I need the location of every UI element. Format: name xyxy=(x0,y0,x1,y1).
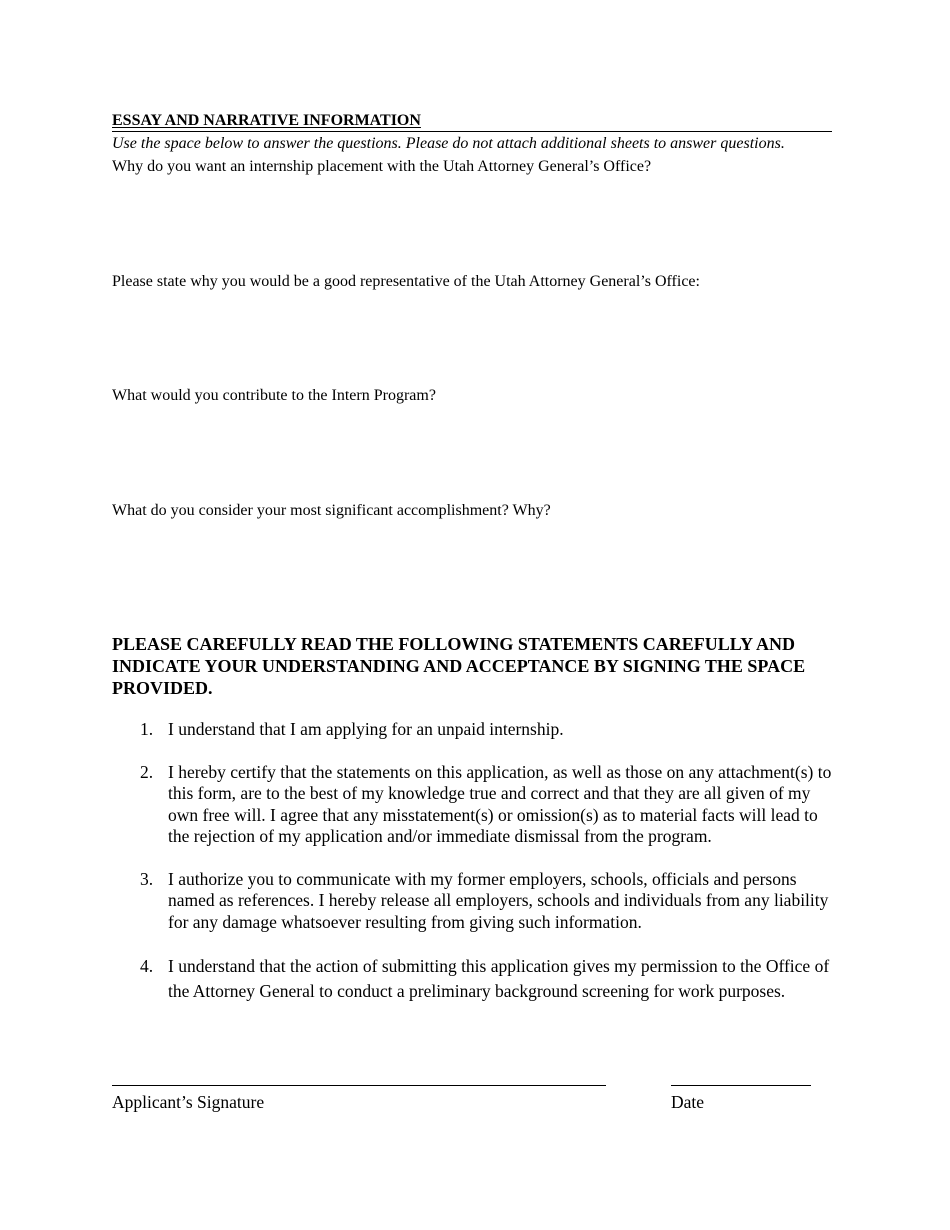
question-good-representative: Please state why you would be a good representative of the Utah Attorney General’s Office: xyxy=(112,273,700,290)
statement-number: 2. xyxy=(140,761,154,782)
statement-text: I hereby certify that the statements on this application, as well as those on any attachment(s) to this form, are to the best of my knowledge true and correct and that they are all given of my own free will. I agree that any misstatement(s) or omission(s) as to material facts will lead to the rejection of my application and/or immediate dismissal from the program. xyxy=(168,761,832,846)
statement-item xyxy=(112,954,842,1004)
question-contribute: What would you contribute to the Intern Program? xyxy=(112,387,436,404)
statement-item xyxy=(112,762,842,848)
statement-number: 1. xyxy=(140,719,154,739)
date-line[interactable] xyxy=(671,1085,811,1086)
statement-item xyxy=(112,719,842,741)
date-label: Date xyxy=(671,1092,705,1112)
question-why-internship: Why do you want an internship placement with the Utah Attorney General’s Office? xyxy=(112,158,652,175)
applicant-signature-label: Applicant’s Signature xyxy=(112,1092,265,1112)
signature-line[interactable] xyxy=(112,1085,606,1086)
statement-text: I understand that I am applying for an unpaid internship. xyxy=(168,719,564,739)
statement-text: I understand that the action of submitting this application gives my permission to the Office of the Attorney General to conduct a preliminary background screening for work purposes. xyxy=(168,956,830,1001)
statement-text: I authorize you to communicate with my former employers, schools, officials and persons named as references. I hereby release all employers, schools and individuals from any liability for any damage whatsoever resulting from giving such information. xyxy=(168,868,829,932)
statements-list xyxy=(112,719,842,1025)
statement-number: 4. xyxy=(140,956,154,976)
statement-number: 3. xyxy=(140,868,154,889)
statements-heading: PLEASE CAREFULLY READ THE FOLLOWING STATEMENTS CAREFULLY AND INDICATE YOUR UNDERSTANDING AND ACCEPTANCE BY SIGNING THE SPACE PROVIDED. xyxy=(112,634,806,698)
instructions-text: Use the space below to answer the questions. Please do not attach additional sheets to answer questions. xyxy=(112,135,785,152)
statement-item xyxy=(112,869,842,934)
section-heading-text: ESSAY AND NARRATIVE INFORMATION xyxy=(112,112,421,129)
question-accomplishment: What do you consider your most significant accomplishment? Why? xyxy=(112,502,551,519)
section-heading xyxy=(112,111,832,132)
